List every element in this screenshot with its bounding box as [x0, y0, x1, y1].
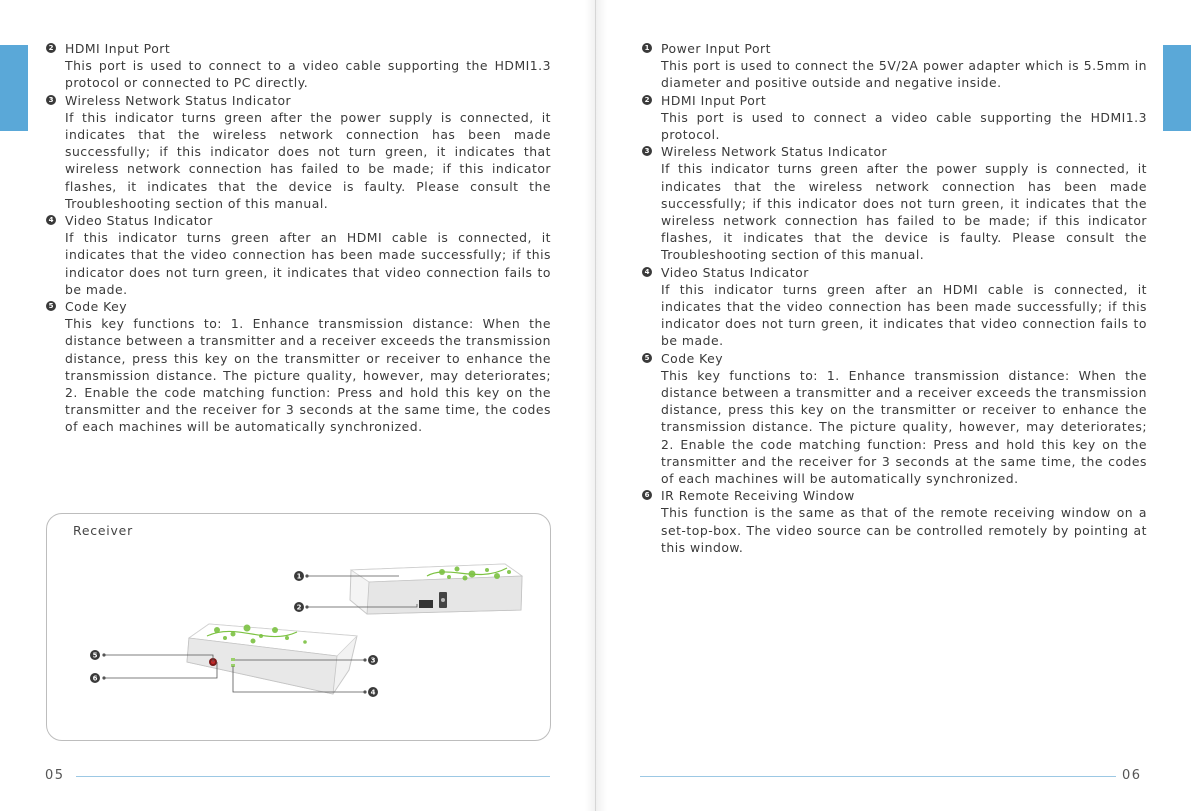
item-title: Wireless Network Status Indicator	[65, 92, 292, 108]
status-led-icon	[231, 658, 235, 661]
figure-label: Receiver	[73, 523, 134, 538]
left-section-tab	[0, 45, 28, 131]
item-body: This port is used to connect to a video cable supporting the HDMI1.3 protocol or connected to PC directly.	[65, 58, 551, 91]
item-body: This key functions to: 1. Enhance transmission distance: When the distance between a transmitter and a receiver exceeds the transmission distance, press this key on the transmitter or receiver to enhance the transmission distance. The picture quality, however, may deteriorates; 2. Enable the code matching function: Press and hold this key on the transmitter and the receiver for 3 seconds at the same time, the codes of each machines will be automatically synchronized.	[661, 367, 1147, 487]
page-number-left: 05	[45, 768, 65, 783]
svg-text:6: 6	[92, 674, 98, 683]
receiver-front-device-icon	[187, 624, 357, 694]
receiver-illustration	[47, 514, 550, 740]
item-number-badge: 4	[642, 267, 652, 277]
item-number-badge: 4	[46, 215, 56, 225]
svg-text:3: 3	[370, 656, 376, 665]
item-body: If this indicator turns green after the power supply is connected, it indicates that the wireless network connection has been made successfully; if this indicator does not turn green, it indicates that wireless network connection has failed to be made; if this indicator flashes, it indicates that the device is faulty. Please consult the Troubleshooting section of this manual.	[65, 109, 551, 211]
feature-item	[644, 143, 1147, 263]
gutter-shadow	[585, 0, 596, 811]
footer-rule-left	[76, 776, 550, 777]
feature-item	[48, 92, 551, 212]
svg-text:4: 4	[370, 688, 376, 697]
feature-item	[644, 487, 1147, 556]
item-number-badge: 3	[46, 95, 56, 105]
left-text-column	[48, 40, 551, 436]
feature-item	[644, 264, 1147, 350]
item-body: If this indicator turns green after the power supply is connected, it indicates that the wireless network connection has been made successfully; if this indicator does not turn green, it indicates that the wireless network connection has failed to be made; if this indicator flashes, it indicates that the device is faulty. Please consult the Troubleshooting section of this manual.	[661, 161, 1147, 263]
feature-item	[644, 40, 1147, 92]
feature-item	[644, 92, 1147, 144]
item-title: Video Status Indicator	[65, 213, 213, 229]
gutter-shadow	[596, 0, 607, 811]
page-number-right: 06	[1122, 768, 1142, 783]
feature-item	[48, 298, 551, 436]
item-body: If this indicator turns green after an HDMI cable is connected, it indicates that the video connection has been made successfully; if this indicator does not turn green, it indicates that video connection fails to be made.	[65, 230, 551, 297]
item-body: This port is used to connect the 5V/2A power adapter which is 5.5mm in diameter and positive outside and negative inside.	[661, 58, 1147, 91]
item-number-badge: 2	[642, 95, 652, 105]
item-title: Power Input Port	[661, 41, 771, 56]
item-title: HDMI Input Port	[65, 41, 171, 56]
hdmi-port-icon	[419, 600, 433, 608]
item-number-badge: 2	[46, 43, 56, 53]
item-number-badge: 6	[642, 490, 652, 500]
item-number-badge: 5	[642, 353, 652, 363]
item-title: Code Key	[65, 299, 128, 315]
item-number-badge: 5	[46, 301, 56, 311]
feature-item	[48, 40, 551, 92]
item-number-badge: 3	[642, 146, 652, 156]
item-body: This port is used to connect a video cable supporting the HDMI1.3 protocol.	[661, 109, 1147, 143]
item-title: IR Remote Receiving Window	[661, 488, 855, 504]
feature-item	[48, 212, 551, 298]
right-section-tab	[1163, 45, 1191, 131]
item-title: HDMI Input Port	[661, 92, 767, 108]
item-title: Code Key	[661, 350, 724, 366]
item-body: This key functions to: 1. Enhance transmission distance: When the distance between a transmitter and a receiver exceeds the transmission distance, press this key on the transmitter or receiver to enhance the transmission distance. The picture quality, however, may deteriorates; 2. Enable the code matching function: Press and hold this key on the transmitter and the receiver for 3 seconds at the same time, the codes of each machines will be automatically synchronized.	[65, 316, 551, 435]
item-number-badge: 1	[642, 43, 652, 53]
item-body: This function is the same as that of the remote receiving window on a set-top-box. The video source can be controlled remotely by pointing at this window.	[661, 505, 1147, 555]
footer-rule-right	[640, 776, 1116, 777]
feature-item	[644, 350, 1147, 488]
item-title: Video Status Indicator	[661, 264, 809, 280]
right-text-column	[644, 40, 1147, 556]
receiver-figure	[46, 513, 551, 741]
svg-text:2: 2	[296, 603, 302, 612]
receiver-rear-device-icon	[350, 564, 522, 614]
svg-text:5: 5	[92, 651, 98, 660]
item-title: Wireless Network Status Indicator	[661, 144, 888, 160]
svg-text:1: 1	[296, 572, 302, 581]
item-body: If this indicator turns green after an HDMI cable is connected, it indicates that the video connection has been made successfully; if this indicator does not turn green, it indicates that video connection fails to be made.	[661, 281, 1147, 349]
